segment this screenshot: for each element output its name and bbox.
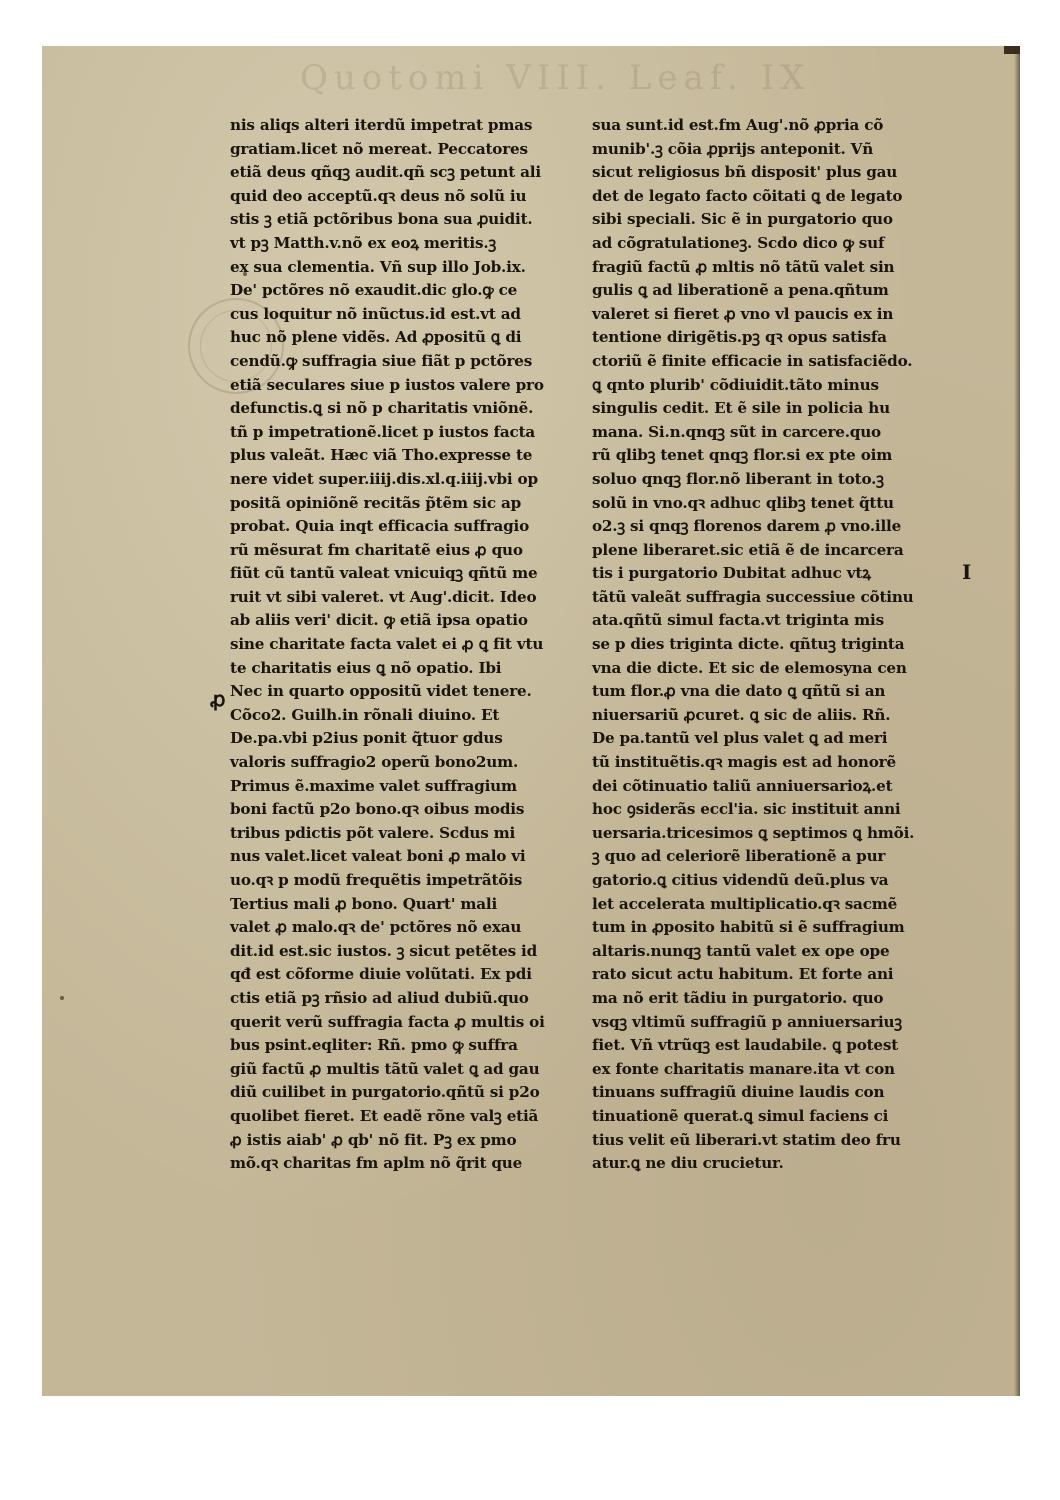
text-line: nis aliqs alteri iterdũ impetrat pmas [230,116,533,134]
text-line: qđ est cõforme diuie volũtati. Ex pdi [230,965,532,984]
text-line: plene liberaret.sic etiã ẽ de incarcera [592,540,904,559]
text-line: valeret si fieret ꝓ vno vl paucis ex in [592,304,894,323]
text-line: nus valet.licet valeat boni ꝓ malo vi [230,847,526,866]
text-line: huc nõ plene vidẽs. Ad ꝓpositũ ꝗ di [230,328,522,347]
text-line: solũ in vno.qꝛ adhuc qlibꝫ tenet q̃ttu [592,493,894,512]
text-line: tribus pdictis põt valere. Scdus mi [230,823,516,842]
text-line: dit.id est.sic iustos. ꝫ sicut petẽtes id [230,941,537,960]
text-line: valoris suffragio2 operũ bono2um. [230,753,519,772]
text-line: vna die dicte. Et sic de elemosyna cen [592,658,907,677]
text-line: tinuationẽ querat.ꝗ simul faciens ci [592,1106,889,1125]
text-line: Nec in quarto oppositũ videt tenere. [230,682,532,701]
text-line: ctis etiã pꝫ rñsio ad aliud dubiũ.quo [230,988,529,1007]
text-line: let accelerata multiplicatio.qꝛ sacmẽ [592,894,898,913]
text-line: ma nõ erit tãdiu in purgatorio. quo [592,988,884,1007]
text-line: ad cõgratulationeꝫ. Scdo dico ꝙ suf [592,233,885,252]
text-line: rũ mẽsurat fm charitatẽ eius ꝓ quo [230,540,523,559]
text-line: ruit vt sibi valeret. vt Aug'.dicit. Ideo [230,587,537,606]
text-line: uersaria.tricesimos ꝗ septimos ꝗ hmõi. [592,823,915,842]
text-line: etiã seculares siue p iustos valere pro [230,375,544,394]
text-line: gratiam.licet nõ mereat. Peccatores [230,139,528,158]
text-line: tius velit eũ liberari.vt statim deo fru [592,1130,901,1149]
text-line: vsqꝫ vltimũ suffragiũ p anniuersariuꝫ [592,1012,902,1031]
text-line: fiet. Vñ vtrũqꝫ est laudabile. ꝗ potest [592,1036,899,1055]
text-line: Cõco2. Guilh.in rõnali diuino. Et [230,705,500,724]
text-line: o2.ꝫ si qnqꝫ florenos darem ꝓ vno.ille [592,517,902,536]
text-line: bus psint.eqliter: Rñ. pmo ꝙ suffra [230,1036,518,1055]
text-line: singulis cedit. Et ẽ sile in policia hu [592,399,890,418]
text-line: niuersariũ ꝓcuret. ꝗ sic de aliis. Rñ. [592,705,891,724]
text-line: diũ cuilibet in purgatorio.qñtũ si p2o [230,1083,540,1102]
text-line: hoc ꝯsiderãs eccl'ia. sic instituit anni [592,800,901,819]
text-line: sibi speciali. Sic ẽ in purgatorio quo [592,210,893,229]
text-line: De pa.tantũ vel plus valet ꝗ ad meri [592,729,888,748]
text-line: De.pa.vbi p2ius ponit q̃tuor gdus [230,729,503,748]
text-line: tãtũ valeãt suffragia successiue cõtinu [592,587,914,606]
text-line: sicut religiosus bñ disposit' plus gau [592,163,898,182]
text-line: etiã deus qñqꝫ audit.qñ scꝫ petunt ali [230,163,541,182]
text-line: quid deo acceptũ.qꝛ deus nõ solũ iu [230,186,527,205]
text-line: tum in ꝓposito habitũ si ẽ suffragium [592,918,905,937]
text-line: munib'.ꝫ cõia ꝓprijs anteponit. Vñ [592,139,874,158]
text-line: rũ qlibꝫ tenet qnqꝫ flor.si ex pte oim [592,446,893,465]
text-line: uo.qꝛ p modũ frequẽtis impetrãtõis [230,871,523,889]
text-line: rato sicut actu habitum. Et forte ani [592,965,894,984]
text-line: gulis ꝗ ad liberationẽ a pena.qñtum [592,281,889,300]
text-line: ata.qñtũ simul facta.vt triginta mis [592,611,884,630]
text-column-right [592,114,952,1176]
text-line: gatorio.ꝗ citius videndũ deũ.plus va [592,871,889,889]
text-line: tũ instituẽtis.qꝛ magis est ad honorẽ [592,753,896,772]
text-line: ꝓ istis aiab' ꝓ qb' nõ fit. Pꝫ ex pmo [230,1130,517,1149]
text-line: te charitatis eius ꝗ nõ opatio. Ibi [230,658,502,677]
text-line: cus loquitur nõ inũctus.id est.vt ad [230,304,521,323]
running-header-bleed: Quotomi VIII. Leaf. IX [300,58,811,98]
text-line: fragiũ factũ ꝓ mltis nõ tãtũ valet sin [592,257,895,276]
text-line: valet ꝓ malo.qꝛ de' pctõres nõ exau [230,918,522,937]
text-line: plus valeãt. Hæc viã Tho.expresse te [230,446,533,465]
text-line: det de legato facto cõitati ꝗ de legato [592,186,903,205]
text-line: ꝗ qnto plurib' cõdiuidit.tãto minus [592,375,879,394]
text-line: sua sunt.id est.fm Aug'.nõ ꝓpria cõ [592,116,884,134]
text-line: ab aliis veri' dicit. ꝙ etiã ipsa opatio [230,611,528,630]
page-edge-shadow [1014,46,1020,1396]
text-line: mana. Si.n.qnqꝫ sũt in carcere.quo [592,422,881,441]
text-line: boni factũ p2o bono.qꝛ oibus modis [230,800,525,819]
text-line: ex fonte charitatis manare.ita vt con [592,1059,895,1078]
text-line: mõ.qꝛ charitas fm aplm nõ q̃rit que [230,1154,523,1173]
margin-paragraph-mark: ꝓ [210,687,226,711]
text-line: ctoriũ ẽ finite efficacie in satisfaciẽdo. [592,351,913,370]
text-line: tum flor.ꝓ vna die dato ꝗ qñtũ si an [592,682,886,701]
text-line: quolibet fieret. Et eadẽ rõne valꝫ etiã [230,1106,539,1125]
ink-speck [60,996,64,1000]
text-line: cendũ.ꝙ suffragia siue fiãt p pctõres [230,351,533,370]
text-line: nere videt super.iiij.dis.xl.q.iiij.vbi op [230,469,538,488]
text-line: tinuans suffragiũ diuine laudis con [592,1083,885,1102]
text-line: atur.ꝗ ne diu crucietur. [592,1154,784,1173]
margin-section-mark: I [962,560,972,584]
text-line: ꝫ quo ad celeriorẽ liberationẽ a pur [592,847,886,866]
page-corner-mark [1004,46,1020,54]
text-line: se p dies triginta dicte. qñtuꝫ triginta [592,635,905,654]
text-line: stis ꝫ etiã pctõribus bona sua ꝓuidit. [230,210,533,229]
text-line: dei cõtinuatio taliũ anniuersarioꝝ.et [592,776,893,795]
text-line: querit verũ suffragia facta ꝓ multis oi [230,1012,545,1031]
text-line: altaris.nunqꝫ tantũ valet ex ope ope [592,941,890,960]
text-line: giũ factũ ꝓ multis tãtũ valet ꝗ ad gau [230,1059,540,1078]
text-line: fiũt cũ tantũ valeat vnicuiqꝫ qñtũ me [230,564,538,583]
text-line: vt pꝫ Matth.v.nõ ex eoꝝ meritis.ꝫ [230,233,497,252]
text-line: soluo qnqꝫ flor.nõ liberant in toto.ꝫ [592,469,884,488]
text-line: defunctis.ꝗ si nõ p charitatis vniõnẽ. [230,399,534,418]
text-line: ex sua clementia. Vñ sup illo Job.ix. [230,257,526,276]
text-line: Primus ẽ.maxime valet suffragium [230,776,517,795]
text-column-left [230,114,600,1176]
text-line: probat. Quia inqt efficacia suffragio [230,517,530,536]
text-line: positã opiniõnẽ recitãs p̃tẽm sic ap [230,493,522,512]
text-line: De' pctõres nõ exaudit.dic glo.ꝙ ce [230,281,518,300]
text-line: Tertius mali ꝓ bono. Quart' mali [230,894,498,913]
text-line: tentione dirigẽtis.pꝫ qꝛ opus satisfa [592,328,887,347]
text-line: sine charitate facta valet ei ꝓ ꝗ fit vtu [230,635,544,654]
text-line: tis i purgatorio Dubitat adhuc vtꝝ [592,564,871,583]
text-line: tñ p impetrationẽ.licet p iustos facta [230,422,536,441]
